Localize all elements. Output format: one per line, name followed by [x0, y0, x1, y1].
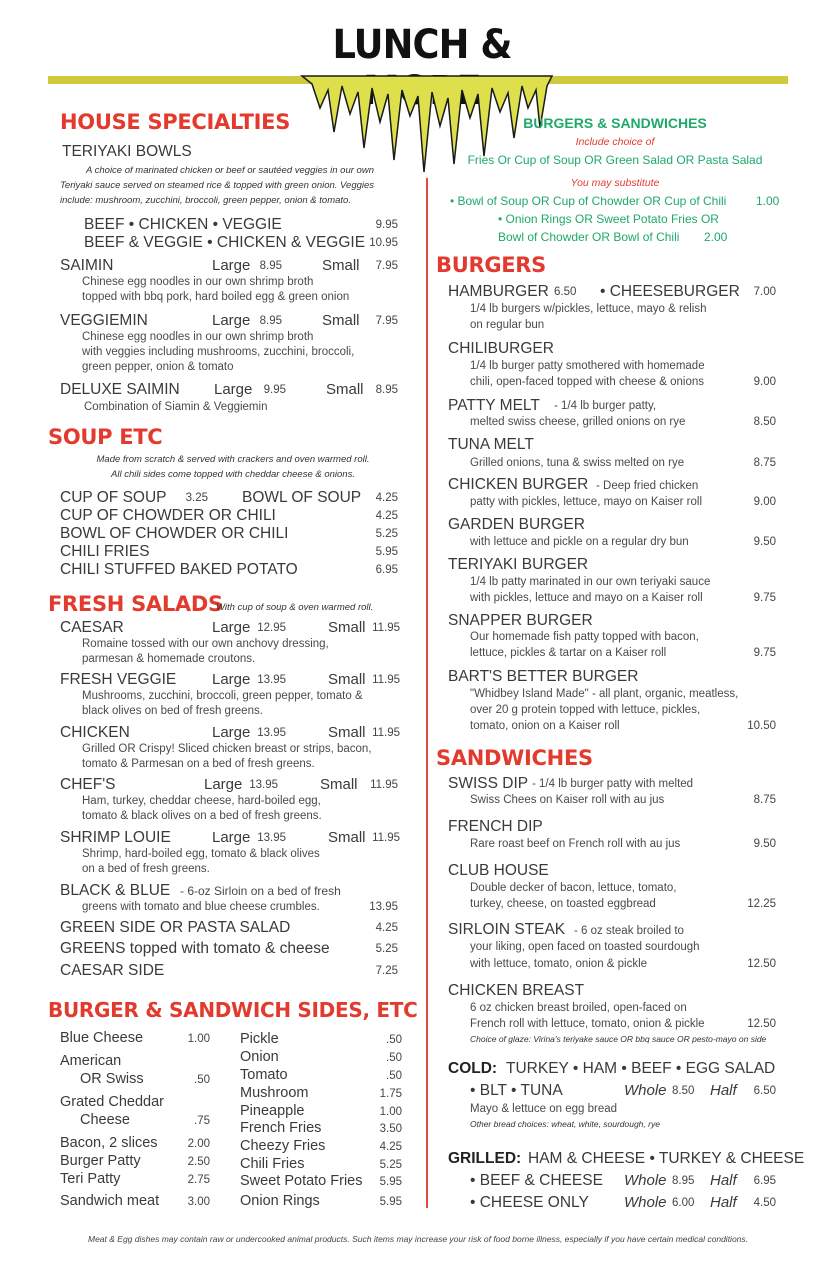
section-fresh-salads: FRESH SALADS [48, 592, 223, 616]
snapper-burger-desc-2: lettuce, pickles & tartar on a Kaiser roll [470, 647, 667, 659]
chicken-desc-2: tomato & Parmesan on a bed of fresh greens. [82, 758, 315, 770]
substitute-option-3: Bowl of Chowder OR Bowl of Chili [498, 230, 680, 244]
section-sides: BURGER & SANDWICH SIDES, ETC [48, 998, 418, 1022]
deluxe-saimin-name: DELUXE SAIMIN [60, 381, 180, 398]
black-blue-name: BLACK & BLUE [60, 882, 171, 899]
chili-fries: CHILI FRIES [60, 543, 150, 560]
swiss-dip-price: 8.75 [753, 794, 776, 806]
chili-potato-price: 6.95 [375, 564, 398, 576]
side-item-name: Mushroom [240, 1085, 309, 1101]
club-house-price: 12.25 [747, 898, 776, 910]
sirloin-steak-name: SIRLOIN STEAK [448, 921, 566, 938]
french-dip-desc: Rare roast beef on French roll with au jus [470, 838, 681, 850]
side-item-name: Cheezy Fries [240, 1138, 326, 1154]
grilled-label: GRILLED: [448, 1150, 522, 1167]
chicken-desc-1: Grilled OR Crispy! Sliced chicken breast or strips, bacon, [82, 743, 372, 755]
hamburger-desc-1: 1/4 lb burgers w/pickles, lettuce, mayo & relish [470, 303, 707, 315]
side-item-name: Sweet Potato Fries [240, 1173, 363, 1189]
club-house-desc-2: turkey, cheese, on toasted eggbread [470, 898, 656, 910]
french-dip-name: FRENCH DIP [448, 818, 543, 835]
salads-note: With cup of soup & oven warmed roll. [216, 602, 374, 613]
caesar-large-price: 12.95 [257, 622, 286, 634]
greens-topped: GREENS topped with tomato & cheese [60, 940, 330, 957]
swiss-dip-desc-0: - 1/4 lb burger patty with melted [532, 778, 694, 790]
teriyaki-burger-desc-1: 1/4 lb patty marinated in our own teriyaki sauce [470, 576, 711, 588]
louie-large-label: Large [212, 829, 251, 846]
side-item-name: Cheese [80, 1112, 130, 1128]
cold-items-2: • BLT • TUNA [470, 1082, 563, 1099]
veggie-desc-2: black olives on bed of fresh greens. [82, 705, 263, 717]
louie-desc-2: on a bed of fresh greens. [82, 863, 210, 875]
chicken-breast-desc-1: 6 oz chicken breast broiled, open-faced on [470, 1002, 687, 1014]
grilled-bc-whole-label: Whole [624, 1172, 667, 1189]
include-choice-note: Include choice of [575, 136, 655, 148]
chefs-small-label: Small [320, 776, 358, 793]
cold-whole-price: 8.50 [672, 1085, 695, 1097]
side-item-price: .50 [386, 1070, 402, 1082]
teriyaki-title: TERIYAKI BOWLS [62, 143, 192, 160]
side-item-price: 2.75 [187, 1174, 210, 1186]
greens-topped-price: 5.25 [375, 943, 398, 955]
section-burgers: BURGERS [436, 253, 547, 277]
chicken-burger-desc-1: patty with pickles, lettuce, mayo on Kaiser roll [470, 496, 703, 508]
side-item-price: 5.95 [379, 1196, 402, 1208]
deluxe-large-label: Large [214, 381, 253, 398]
side-item-name: Teri Patty [60, 1171, 121, 1187]
saimin-small-label: Small [322, 257, 360, 274]
veggie-large-label: Large [212, 671, 251, 688]
barts-burger-desc-1: "Whidbey Island Made" - all plant, organic, meatless, [470, 688, 739, 700]
cup-of-soup: CUP OF SOUP [60, 489, 167, 506]
garden-burger-price: 9.50 [753, 536, 776, 548]
black-blue-price: 13.95 [369, 901, 398, 913]
chili-fries-price: 5.95 [375, 546, 398, 558]
page-title: LUNCH & [332, 22, 512, 68]
burgers-sandwiches-heading: BURGERS & SANDWICHES [523, 115, 707, 131]
louie-large-price: 13.95 [257, 832, 286, 844]
side-item-name: Burger Patty [60, 1153, 141, 1169]
teriyaki-burger-name: TERIYAKI BURGER [448, 556, 589, 573]
bowl-of-soup-price: 4.25 [375, 492, 398, 504]
chicken-small-price: 11.95 [372, 727, 400, 739]
sirloin-steak-desc-2: with lettuce, tomato, onion & pickle [470, 958, 648, 970]
substitute-note: You may substitute [570, 177, 660, 189]
grilled-co-half-price: 4.50 [753, 1197, 776, 1209]
patty-melt-desc-1: melted swiss cheese, grilled onions on rye [470, 416, 686, 428]
soup-note-2: All chili sides come topped with cheddar cheese & onions. [111, 469, 355, 480]
chefs-salad-name: CHEF'S [60, 776, 116, 793]
veggiemin-desc-3: green pepper, onion & tomato [82, 361, 234, 373]
teriyaki-desc-3: include: mushroom, zucchini, broccoli, green pepper, onion & tomato. [60, 195, 351, 206]
bowl-of-soup: BOWL OF SOUP [242, 489, 362, 506]
garden-burger-name: GARDEN BURGER [448, 516, 585, 533]
side-item-price: .50 [386, 1052, 402, 1064]
chicken-breast-price: 12.50 [747, 1018, 776, 1030]
veggie-small-price: 11.95 [372, 674, 400, 686]
patty-melt-desc-0: - 1/4 lb burger patty, [554, 400, 657, 412]
hamburger-desc-2: on regular bun [470, 319, 545, 331]
side-item-price: 4.25 [379, 1141, 402, 1153]
patty-melt-name: PATTY MELT [448, 397, 540, 414]
veggie-large-price: 13.95 [257, 674, 286, 686]
chicken-small-label: Small [328, 724, 366, 741]
teriyaki-burger-desc-2: with pickles, lettuce and mayo on a Kaiser roll [470, 592, 703, 604]
grilled-beef-cheese: • BEEF & CHEESE [470, 1172, 603, 1189]
chiliburger-desc-2: chili, open-faced topped with cheese & onions [470, 376, 704, 388]
cold-desc: Mayo & lettuce on egg bread [470, 1103, 618, 1115]
deluxe-small-price: 8.95 [375, 384, 398, 396]
side-item-name: Onion [240, 1049, 279, 1065]
side-item-price: 3.50 [379, 1123, 402, 1135]
teriyaki-option-1-price: 9.95 [375, 219, 398, 231]
club-house-name: CLUB HOUSE [448, 862, 549, 879]
side-item-price: .75 [194, 1115, 210, 1127]
barts-burger-name: BART'S BETTER BURGER [448, 668, 639, 685]
deluxe-small-label: Small [326, 381, 364, 398]
saimin-large-label: Large [212, 257, 251, 274]
grilled-co-whole-price: 6.00 [672, 1197, 695, 1209]
section-house-specialties: HOUSE SPECIALTIES [60, 110, 291, 134]
side-item-name: Grated Cheddar [60, 1094, 164, 1110]
snapper-burger-desc-1: Our homemade fish patty topped with bacon, [470, 631, 699, 643]
patty-melt-price: 8.50 [753, 416, 776, 428]
cheeseburger-price: 7.00 [753, 286, 776, 298]
barts-burger-desc-3: tomato, onion on a Kaiser roll [470, 720, 620, 732]
bowl-of-chowder-price: 5.25 [375, 528, 398, 540]
chicken-large-price: 13.95 [257, 727, 286, 739]
club-house-desc-1: Double decker of bacon, lettuce, tomato, [470, 882, 677, 894]
sirloin-steak-desc-0: - 6 oz steak broiled to [574, 925, 684, 937]
grilled-co-whole-label: Whole [624, 1194, 667, 1211]
glaze-note: Choice of glaze: Virina's teriyake sauce OR bbq sauce OR pesto-mayo on side [470, 1034, 767, 1044]
grilled-items: HAM & CHEESE • TURKEY & CHEESE [528, 1150, 805, 1167]
caesar-large-label: Large [212, 619, 251, 636]
saimin-desc-2: topped with bbq pork, hard boiled egg & green onion [82, 291, 350, 303]
cold-items: TURKEY • HAM • BEEF • EGG SALAD [506, 1060, 776, 1077]
barts-burger-desc-2: over 20 g protein topped with lettuce, pickles, [470, 704, 701, 716]
chefs-desc-2: tomato & black olives on a bed of fresh greens. [82, 810, 322, 822]
chili-potato: CHILI STUFFED BAKED POTATO [60, 561, 298, 578]
deluxe-desc: Combination of Siamin & Veggiemin [84, 401, 268, 413]
substitute-option-3-price: 2.00 [704, 230, 728, 244]
chefs-desc-1: Ham, turkey, cheddar cheese, hard-boiled egg, [82, 795, 321, 807]
grilled-co-half-label: Half [710, 1194, 737, 1211]
louie-small-price: 11.95 [372, 832, 400, 844]
chefs-large-price: 13.95 [249, 779, 278, 791]
cold-half-price: 6.50 [753, 1085, 776, 1097]
side-item-price: 1.00 [379, 1106, 402, 1118]
chicken-breast-name: CHICKEN BREAST [448, 982, 585, 999]
louie-small-label: Small [328, 829, 366, 846]
side-choices: Fries Or Cup of Soup OR Green Salad OR Pasta Salad [467, 153, 763, 167]
side-item-name: Pickle [240, 1031, 279, 1047]
grilled-cheese-only: • CHEESE ONLY [470, 1194, 589, 1211]
cup-of-chowder-price: 4.25 [375, 510, 398, 522]
saimin-name: SAIMIN [60, 257, 114, 274]
chiliburger-price: 9.00 [753, 376, 776, 388]
bowl-of-chowder: BOWL OF CHOWDER OR CHILI [60, 525, 289, 542]
tuna-melt-desc: Grilled onions, tuna & swiss melted on rye [470, 457, 685, 469]
side-item-price: .50 [194, 1074, 210, 1086]
saimin-large-price: 8.95 [259, 260, 282, 272]
louie-desc-1: Shrimp, hard-boiled egg, tomato & black olives [82, 848, 320, 860]
cold-half-label: Half [710, 1082, 737, 1099]
chicken-salad-name: CHICKEN [60, 724, 130, 741]
caesar-small-label: Small [328, 619, 366, 636]
hamburger-name: HAMBURGER [448, 283, 549, 300]
caesar-small-price: 11.95 [372, 622, 400, 634]
side-item-price: 1.00 [187, 1033, 210, 1045]
side-item-price: 5.25 [379, 1159, 402, 1171]
side-item-price: .50 [386, 1034, 402, 1046]
teriyaki-option-2-price: 10.95 [369, 237, 398, 249]
veggiemin-desc-2: with veggies including mushrooms, zucchini, broccoli, [82, 346, 355, 358]
saimin-desc-1: Chinese egg noodles in our own shrimp broth [82, 276, 314, 288]
black-blue-desc-0: - 6-oz Sirloin on a bed of fresh [180, 884, 341, 898]
grilled-bc-half-label: Half [710, 1172, 737, 1189]
chicken-burger-name: CHICKEN BURGER [448, 476, 589, 493]
side-item-price: 2.50 [187, 1156, 210, 1168]
column-divider [426, 178, 428, 1208]
teriyaki-desc-2: Teriyaki sauce served on steamed rice & topped with green onion. Veggies [60, 180, 375, 191]
substitute-option-1-price: 1.00 [756, 194, 780, 208]
chefs-large-label: Large [204, 776, 243, 793]
tuna-melt-name: TUNA MELT [448, 436, 534, 453]
veggie-salad-name: FRESH VEGGIE [60, 671, 177, 688]
swiss-dip-desc-1: Swiss Chees on Kaiser roll with au jus [470, 794, 665, 806]
cup-of-chowder: CUP OF CHOWDER OR CHILI [60, 507, 276, 524]
side-item-price: 2.00 [187, 1138, 210, 1150]
section-soup: SOUP ETC [48, 425, 163, 449]
grilled-bc-whole-price: 8.95 [672, 1175, 695, 1187]
side-item-name: Chili Fries [240, 1156, 305, 1172]
chiliburger-name: CHILIBURGER [448, 340, 554, 357]
veggie-desc-1: Mushrooms, zucchini, broccoli, green pepper, tomato & [82, 690, 363, 702]
side-item-price: 1.75 [379, 1088, 402, 1100]
chicken-large-label: Large [212, 724, 251, 741]
swiss-dip-name: SWISS DIP [448, 775, 529, 792]
deluxe-large-price: 9.95 [263, 384, 286, 396]
footer-disclaimer: Meat & Egg dishes may contain raw or undercooked animal products. Such items may increase your risk of food borne illness, especially if you have certain medical conditions. [87, 1234, 749, 1244]
cheeseburger-name: • CHEESEBURGER [600, 283, 740, 300]
teriyaki-option-2: BEEF & VEGGIE • CHICKEN & VEGGIE [84, 234, 366, 251]
french-dip-price: 9.50 [753, 838, 776, 850]
veggiemin-large-label: Large [212, 312, 251, 329]
teriyaki-option-1: BEEF • CHICKEN • VEGGIE [84, 216, 282, 233]
sirloin-steak-price: 12.50 [747, 958, 776, 970]
green-side-price: 4.25 [375, 922, 398, 934]
section-sandwiches: SANDWICHES [436, 746, 593, 770]
caesar-desc-2: parmesan & homemade croutons. [82, 653, 256, 665]
garden-burger-desc: with lettuce and pickle on a regular dry bun [470, 536, 689, 548]
side-item-name: OR Swiss [80, 1071, 144, 1087]
chicken-burger-desc-0: - Deep fried chicken [596, 480, 699, 492]
side-item-name: Bacon, 2 slices [60, 1135, 158, 1151]
veggiemin-small-price: 7.95 [375, 315, 398, 327]
veggiemin-small-label: Small [322, 312, 360, 329]
snapper-burger-name: SNAPPER BURGER [448, 612, 593, 629]
side-item-name: Tomato [240, 1067, 288, 1083]
caesar-desc-1: Romaine tossed with our own anchovy dressing, [82, 638, 329, 650]
soup-note-1: Made from scratch & served with crackers and oven warmed roll. [96, 454, 370, 465]
saimin-small-price: 7.95 [375, 260, 398, 272]
chicken-breast-desc-2: French roll with lettuce, tomato, onion & pickle [470, 1018, 705, 1030]
caesar-name: CAESAR [60, 619, 124, 636]
chicken-burger-price: 9.00 [753, 496, 776, 508]
side-item-price: 3.00 [187, 1196, 210, 1208]
chefs-small-price: 11.95 [370, 779, 398, 791]
snapper-burger-price: 9.75 [753, 647, 776, 659]
chiliburger-desc-1: 1/4 lb burger patty smothered with homemade [470, 360, 705, 372]
side-item-name: French Fries [240, 1120, 322, 1136]
veggiemin-desc-1: Chinese egg noodles in our own shrimp broth [82, 331, 314, 343]
green-side: GREEN SIDE OR PASTA SALAD [60, 919, 291, 936]
side-item-name: American [60, 1053, 122, 1069]
cold-label: COLD: [448, 1060, 498, 1077]
veggiemin-name: VEGGIEMIN [60, 312, 148, 329]
side-item-name: Blue Cheese [60, 1030, 144, 1046]
shrimp-louie-name: SHRIMP LOUIE [60, 829, 171, 846]
cold-bread-note: Other bread choices: wheat, white, sourdough, rye [470, 1119, 660, 1129]
substitute-option-1: • Bowl of Soup OR Cup of Chowder OR Cup of Chili [450, 194, 727, 208]
veggie-small-label: Small [328, 671, 366, 688]
caesar-side-price: 7.25 [375, 965, 398, 977]
cup-of-soup-price: 3.25 [185, 492, 208, 504]
side-item-name: Pineapple [240, 1103, 305, 1119]
side-item-name: Onion Rings [240, 1193, 320, 1209]
side-item-price: 5.95 [379, 1176, 402, 1188]
veggiemin-large-price: 8.95 [259, 315, 282, 327]
tuna-melt-price: 8.75 [753, 457, 776, 469]
cold-whole-label: Whole [624, 1082, 667, 1099]
grilled-bc-half-price: 6.95 [753, 1175, 776, 1187]
sirloin-steak-desc-1: your liking, open faced on toasted sourdough [470, 941, 700, 953]
teriyaki-desc-1: A choice of marinated chicken or beef or sautéed veggies in our own [86, 165, 374, 176]
substitute-option-2: • Onion Rings OR Sweet Potato Fries OR [498, 212, 719, 226]
side-item-name: Sandwich meat [60, 1193, 160, 1209]
teriyaki-burger-price: 9.75 [753, 592, 776, 604]
black-blue-desc-1: greens with tomato and blue cheese crumbles. [82, 901, 320, 913]
barts-burger-price: 10.50 [747, 720, 776, 732]
hamburger-price: 6.50 [554, 286, 577, 298]
caesar-side: CAESAR SIDE [60, 962, 165, 979]
